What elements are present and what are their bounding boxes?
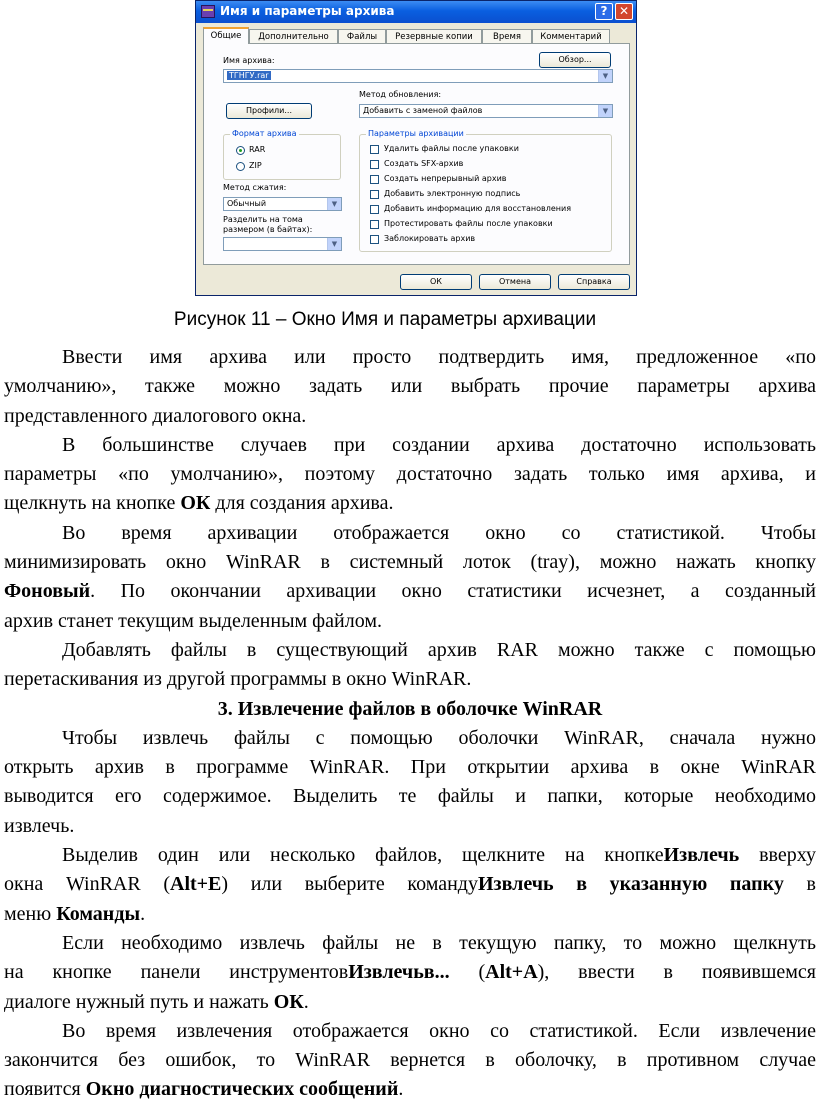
text-run: ) или выберите команду [221,873,478,896]
text-line [4,577,816,606]
ok-button[interactable]: ОК [400,274,472,290]
tab-general[interactable]: Общие [203,27,249,44]
text-line [4,988,816,1017]
extract-to-folder-keyword: Извлечь в указанную папку [477,873,784,896]
document-body [4,343,816,1105]
hotkey-alt-a: Alt+A [485,961,538,984]
text-line: перетаскивания из другой программы в окно WinRAR. [4,668,472,691]
hotkey-alt-e: Alt+E [170,873,222,896]
profiles-button[interactable]: Профили... [226,103,312,119]
text-run: появится [4,1078,86,1101]
archive-format-group [223,129,341,180]
split-label-line1: Разделить на тома [223,215,303,224]
extract-keyword: Извлечь [663,844,740,867]
tab-comment[interactable]: Комментарий [532,29,610,43]
paragraph-3 [4,519,816,636]
text-line [4,841,816,870]
text-line: минимизировать окно WinRAR в системный лоток (tray), можно нажать кнопку [4,551,816,574]
compression-label: Метод сжатия: [223,183,287,192]
cancel-button[interactable]: Отмена [479,274,551,290]
split-label-line2: размером (в байтах): [223,225,313,234]
text-line: Во время архивации отображается окно со статистикой. Чтобы [62,521,816,544]
figure-caption [0,309,816,331]
paragraph-6 [4,841,816,929]
chevron-down-icon[interactable]: ▼ [598,105,612,117]
solid-archive-checkbox[interactable] [370,175,379,184]
format-rar-label: RAR [249,145,266,154]
text-line [4,489,816,518]
text-line: параметры «по умолчанию», поэтому достаточно задать только имя архива, и [4,463,816,486]
text-line: закончится без ошибок, то WinRAR вернется в оболочку, в противном случае [4,1049,816,1072]
update-method-label: Метод обновления: [359,90,442,99]
archive-name-input[interactable] [223,69,613,83]
archive-options-dialog [195,0,637,296]
format-rar-radio[interactable] [236,146,245,155]
text-line: Если необходимо извлечь файлы не в текущую папку, то можно щелкнуть [62,931,816,954]
update-method-value: Добавить с заменой файлов [363,106,483,115]
signature-checkbox[interactable] [370,190,379,199]
paragraph-5 [4,724,816,841]
signature-label: Добавить электронную подпись [384,189,521,198]
text-line [4,958,816,987]
lock-archive-label: Заблокировать архив [384,234,476,243]
text-run: . [303,990,309,1013]
create-sfx-checkbox[interactable] [370,160,379,169]
compression-select[interactable] [223,197,342,211]
archive-format-title: Формат архива [232,129,297,138]
recovery-label: Добавить информацию для восстановления [384,204,571,213]
format-zip-label: ZIP [249,161,262,170]
text-line: открыть архив в программе WinRAR. При открытии архива в окне WinRAR [4,756,816,779]
test-files-label: Протестировать файлы после упаковки [384,219,553,228]
figure-caption-text: Рисунок 11 – Окно Имя и параметры архивации [173,309,597,330]
text-run: для создания архива. [210,492,394,515]
text-line: В большинстве случаев при создании архива достаточно использовать [62,433,816,456]
dialog-title: Имя и параметры архива [220,4,395,18]
tab-backup[interactable]: Резервные копии [386,29,482,43]
chevron-down-icon[interactable]: ▼ [598,70,612,82]
paragraph-4 [4,636,816,695]
text-run: диалоге нужный путь и нажать [4,990,274,1013]
text-line [4,900,816,929]
text-run: щелкнуть на кнопке [4,492,181,515]
text-run: вверху [739,844,816,867]
paragraph-8 [4,1017,816,1105]
winrar-app-icon [201,5,215,18]
chevron-down-icon[interactable]: ▼ [327,198,341,210]
text-run: . [140,902,146,925]
section-heading: 3. Извлечение файлов в оболочке WinRAR [217,697,603,720]
text-line: извлечь. [4,814,75,837]
background-keyword: Фоновый [4,580,91,603]
paragraph-7 [4,929,816,1017]
general-tab-panel [203,43,630,265]
tab-files[interactable]: Файлы [338,29,386,43]
compression-value: Обычный [227,199,267,208]
close-icon[interactable]: ✕ [615,3,633,20]
text-line: выводится его содержимое. Выделить те файлы и папки, которые необходимо [4,785,816,808]
text-run: окна WinRAR ( [4,873,170,896]
text-run: ( [449,961,486,984]
help-title-button[interactable]: ? [595,3,613,20]
recovery-checkbox[interactable] [370,205,379,214]
archive-params-title: Параметры архивации [368,129,464,138]
split-volumes-select[interactable] [223,237,342,251]
text-line: Чтобы извлечь файлы с помощью оболочки WinRAR, сначала нужно [62,726,816,749]
test-files-checkbox[interactable] [370,220,379,229]
archive-name-label: Имя архива: [223,56,275,65]
text-run: в [783,873,816,896]
ok-keyword: ОК [180,492,211,515]
delete-after-checkbox[interactable] [370,145,379,154]
lock-archive-checkbox[interactable] [370,235,379,244]
update-method-select[interactable] [359,104,613,118]
extract-to-keyword: Извлечьв... [348,961,450,984]
text-run: . [398,1078,404,1101]
commands-keyword: Команды [56,902,141,925]
text-run: меню [4,902,57,925]
text-line: представленного диалогового окна. [4,404,307,427]
text-line: архив станет текущим выделенным файлом. [4,609,382,632]
browse-button[interactable]: Обзор... [539,52,611,68]
text-run: . По окончании архивации окно статистики исчезнет, а созданный [90,580,816,603]
create-sfx-label: Создать SFX-архив [384,159,464,168]
text-line: Добавлять файлы в существующий архив RAR можно также с помощью [62,638,816,661]
text-run: Выделив один или несколько файлов, щелкните на кнопке [62,844,664,867]
archive-params-group [359,129,612,252]
ok-keyword: ОК [273,990,304,1013]
text-line [4,870,816,899]
solid-archive-label: Создать непрерывный архив [384,174,507,183]
archive-name-value: ТГНГУ.rar [229,71,269,80]
text-line: умолчанию», также можно задать или выбрать прочие параметры архива [4,375,816,398]
text-line: Ввести имя архива или просто подтвердить имя, предложенное «по [62,346,816,368]
paragraph-2 [4,431,816,519]
paragraph-1 [4,343,816,431]
text-line: Во время извлечения отображается окно со статистикой. Если извлечение [62,1019,816,1042]
text-line [4,1075,816,1104]
text-run: ), ввести в появившемся [537,961,816,984]
dialog-titlebar [196,1,636,23]
diagnostics-window-keyword: Окно диагностических сообщений [85,1078,399,1101]
format-zip-radio[interactable] [236,162,245,171]
tab-time[interactable]: Время [482,29,532,43]
tab-advanced[interactable]: Дополнительно [249,29,338,43]
help-button[interactable]: Справка [558,274,630,290]
chevron-down-icon[interactable]: ▼ [327,238,341,250]
delete-after-label: Удалить файлы после упаковки [384,144,519,153]
text-run: на кнопке панели инструментов [4,961,349,984]
